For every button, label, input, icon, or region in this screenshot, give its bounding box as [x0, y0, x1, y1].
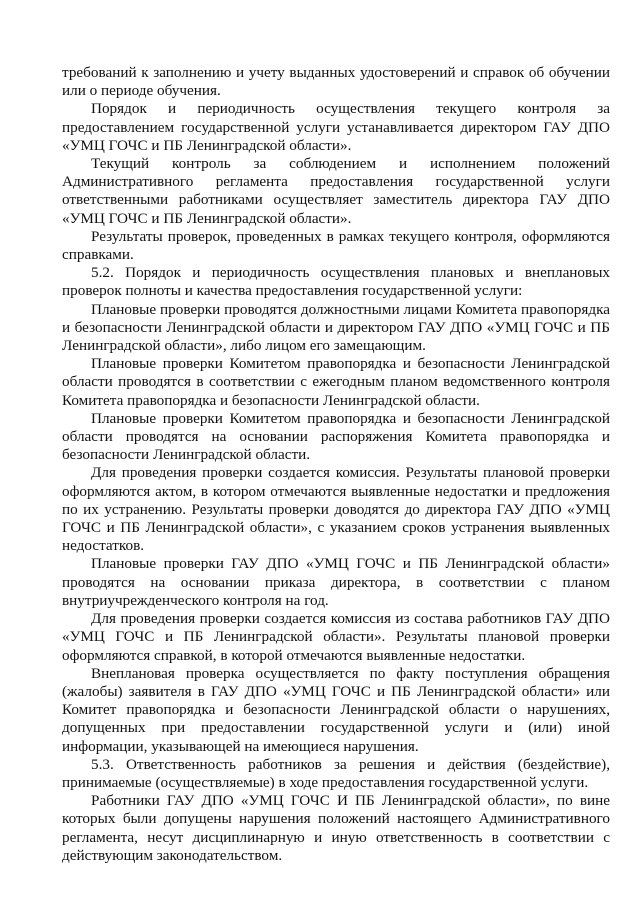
paragraph-commission-act: Для проведения проверки создается комиссия. Результаты плановой проверки оформляются актом, в котором отмечаются выявленные недостатки и предложения по их устранению. Результаты проверки доводятся до директора ГАУ ДПО «УМЦ ГОЧС и ПБ Ленинградской области», с указанием сроков устранения выявленных недостатков. — [62, 464, 610, 555]
paragraph-internal-commission: Для проведения проверки создается комиссия из состава работников ГАУ ДПО «УМЦ ГОЧС и ПБ Ленинградской области». Результаты плановой проверки оформляются справкой, в которой отмечаются выявленные недостатки. — [62, 610, 610, 664]
paragraph-internal-checks: Плановые проверки ГАУ ДПО «УМЦ ГОЧС и ПБ Ленинградской области» проводятся на основании приказа директора, в соответствии с планом внутриучрежденческого контроля на год. — [62, 555, 610, 609]
paragraph-planned-checks: Плановые проверки проводятся должностными лицами Комитета правопорядка и безопасности Ленинградской области и директором ГАУ ДПО «УМЦ ГОЧС и ПБ Ленинградской области», либо лицом его замещающим. — [62, 300, 610, 355]
paragraph-committee-order: Плановые проверки Комитетом правопорядка и безопасности Ленинградской области проводятся на основании распоряжения Комитета правопорядка и безопасности Ленинградской области. — [62, 409, 610, 464]
section-5-3-heading: 5.3. Ответственность работников за решения и действия (бездействие), принимаемые (осуществляемые) в ходе предоставления государственной услуги. — [62, 755, 610, 791]
document-page — [62, 64, 610, 865]
paragraph-responsibility: Работники ГАУ ДПО «УМЦ ГОЧС И ПБ Ленинградской области», по вине которых были допущены нарушения положений настоящего Административного регламента, несут дисциплинарную и иную ответственность в соответствии с действующим законодательством. — [62, 792, 610, 864]
paragraph-current-control: Текущий контроль за соблюдением и исполнением положений Административного регламента предоставления государственной услуги ответственными работниками осуществляет заместитель директора ГАУ ДПО «УМЦ ГОЧС и ПБ Ленинградской области». — [62, 155, 610, 227]
paragraph-unscheduled-check: Внеплановая проверка осуществляется по факту поступления обращения (жалобы) заявителя в ГАУ ДПО «УМЦ ГОЧС и ПБ Ленинградской области» или Комитет правопорядка и безопасности Ленинградской области о нарушениях, допущенных при предоставлении государственной услуги и (или) иной информации, указывающей на имеющиеся нарушения. — [62, 664, 610, 755]
paragraph-committee-plan: Плановые проверки Комитетом правопорядка и безопасности Ленинградской области проводятся в соответствии с ежегодным планом ведомственного контроля Комитета правопорядка и безопасности Ленинградской области. — [62, 355, 610, 409]
paragraph-control-procedure: Порядок и периодичность осуществления текущего контроля за предоставлением государственной услуги устанавливается директором ГАУ ДПО «УМЦ ГОЧС и ПБ Ленинградской области». — [62, 100, 610, 154]
paragraph-check-results: Результаты проверок, проведенных в рамках текущего контроля, оформляются справками. — [62, 227, 610, 264]
section-5-2-heading: 5.2. Порядок и периодичность осуществления плановых и внеплановых проверок полноты и качества предоставления государственной услуги: — [62, 264, 610, 300]
paragraph-continuation: требований к заполнению и учету выданных удостоверений и справок об обучении или о периоде обучения. — [62, 64, 610, 100]
